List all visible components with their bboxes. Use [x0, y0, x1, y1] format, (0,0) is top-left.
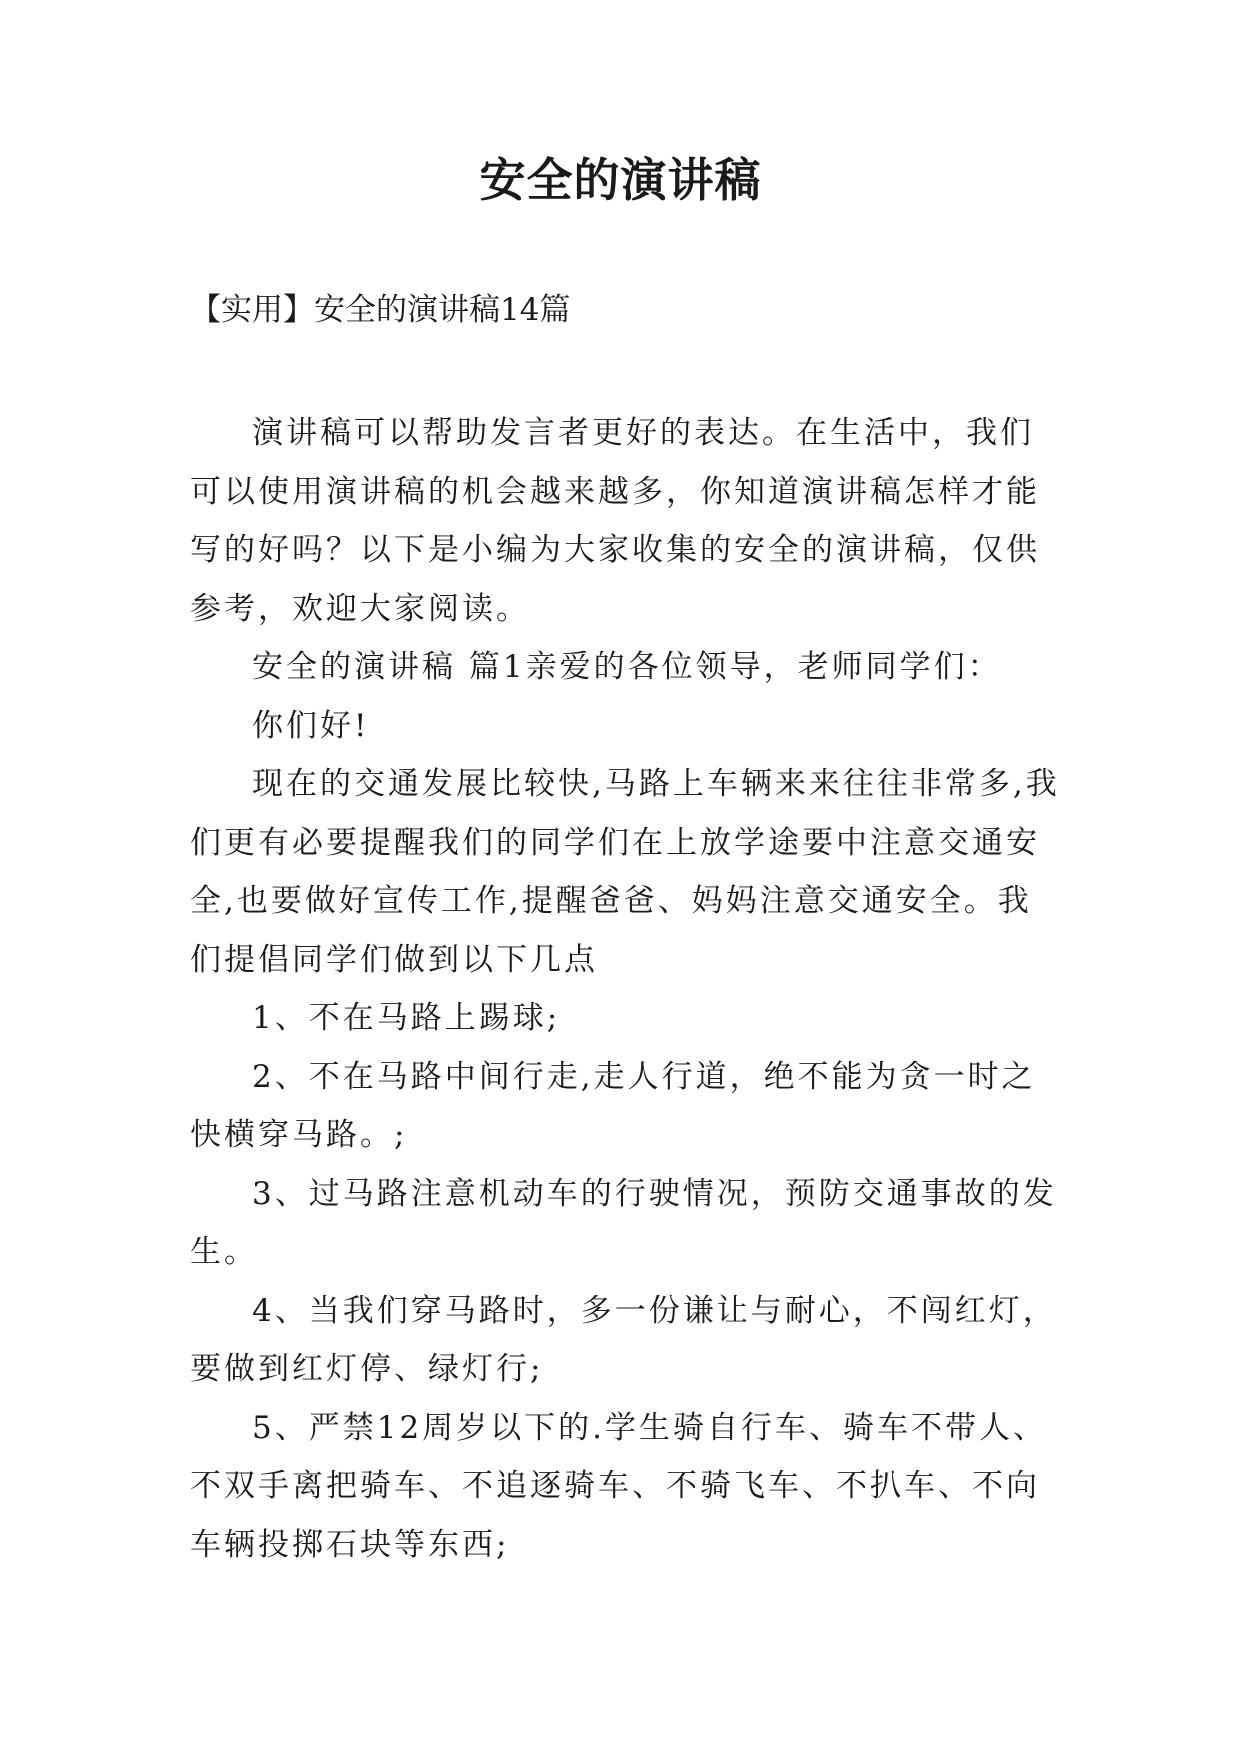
paragraph: 1、不在马路上踢球;: [252, 1000, 561, 1036]
document-subtitle: 【实用】安全的演讲稿14篇: [190, 292, 571, 328]
paragraph: 4、当我们穿马路时，多一份谦让与耐心，不闯红灯，要做到红灯停、绿灯行;: [190, 1292, 1057, 1387]
paragraph: 安全的演讲稿 篇1亲爱的各位领导，老师同学们：: [252, 649, 1002, 685]
document-body: [190, 404, 1060, 1574]
document-title: 安全的演讲稿: [479, 153, 762, 207]
paragraph: 现在的交通发展比较快,马路上车辆来来往往非常多,我们更有必要提醒我们的同学们在上放学途要中注意交通安全,也要做好宣传工作,提醒爸爸、妈妈注意交通安全。我们提倡同学们做到以下几点: [190, 766, 1060, 978]
paragraph: 演讲稿可以帮助发言者更好的表达。在生活中，我们可以使用演讲稿的机会越来越多，你知道演讲稿怎样才能写的好吗？以下是小编为大家收集的安全的演讲稿，仅供参考，欢迎大家阅读。: [190, 415, 1040, 627]
paragraph: 5、严禁12周岁以下的.学生骑自行车、骑车不带人、不双手离把骑车、不追逐骑车、不骑飞车、不扒车、不向车辆投掷石块等东西;: [190, 1409, 1048, 1563]
paragraph: 2、不在马路中间行走,走人行道，绝不能为贪一时之快横穿马路。;: [190, 1058, 1036, 1153]
paragraph: 你们好!: [252, 707, 370, 744]
paragraph: 3、过马路注意机动车的行驶情况，预防交通事故的发生。: [190, 1175, 1057, 1270]
